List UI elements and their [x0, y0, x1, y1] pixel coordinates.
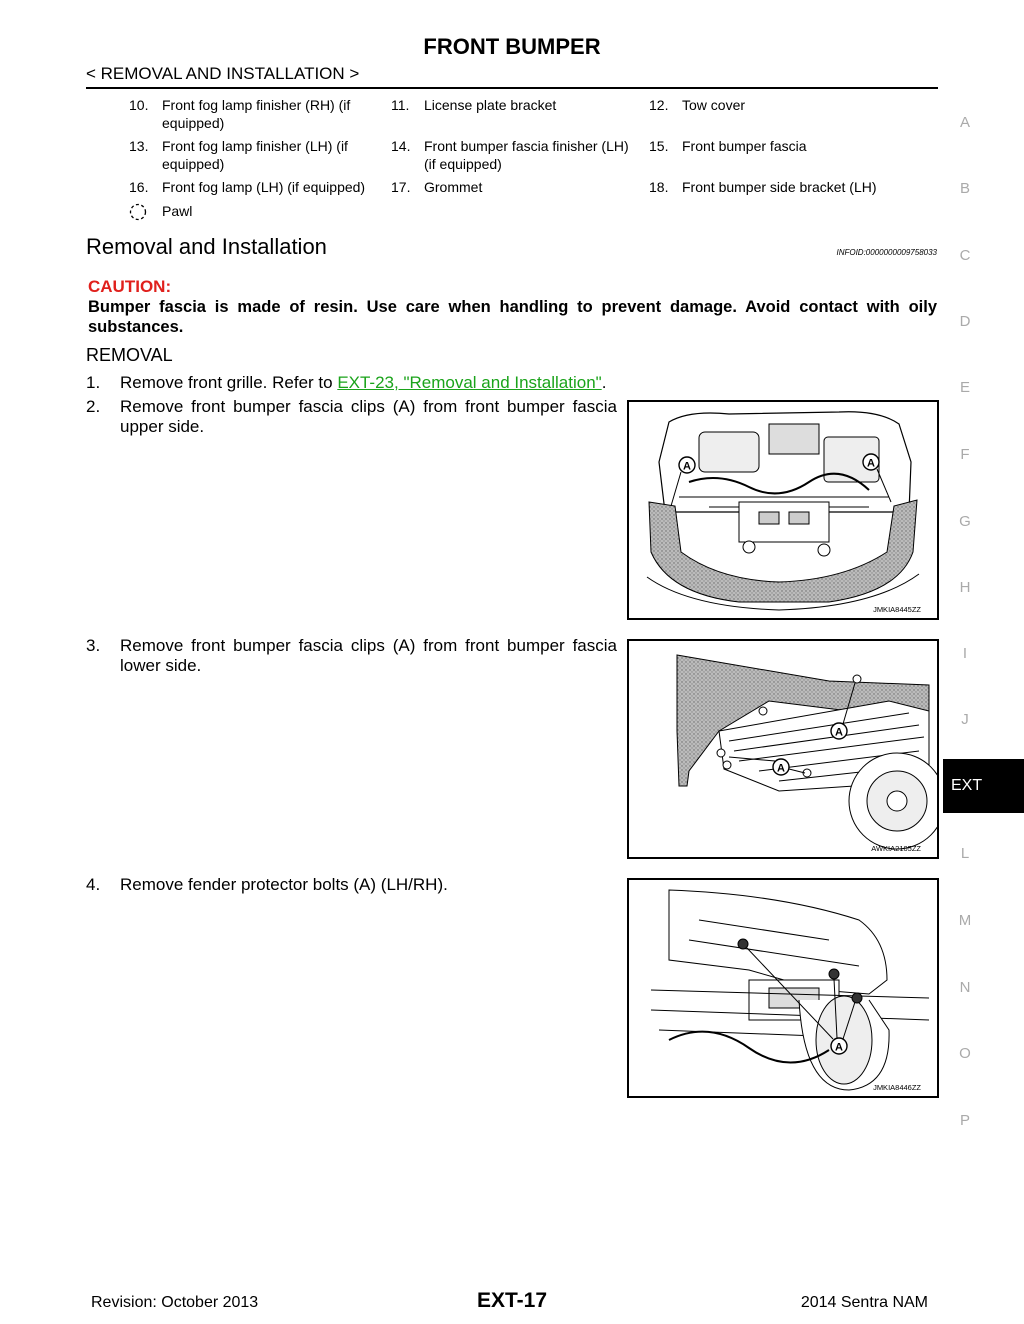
- side-index-active-label: EXT: [951, 777, 983, 794]
- legend-num: 10.: [129, 97, 149, 113]
- side-index-letter[interactable]: F: [960, 446, 970, 463]
- legend-text: Front bumper fascia finisher (LH) (if equipped): [424, 138, 629, 172]
- step-text: Remove fender protector bolts (A) (LH/RH).: [120, 875, 448, 894]
- page-title: FRONT BUMPER: [423, 34, 601, 59]
- figure-upper-clips: [627, 400, 939, 620]
- figure-drawing: [629, 641, 937, 857]
- pawl-dashed-circle-icon: [128, 202, 148, 222]
- legend-num: 16.: [129, 179, 149, 195]
- header-rule: [86, 87, 938, 89]
- step-text: Remove front bumper fascia clips (A) from front bumper fascia upper side.: [120, 397, 617, 436]
- footer-model: 2014 Sentra NAM: [800, 1294, 928, 1311]
- ext-23-link[interactable]: EXT-23, "Removal and Installation": [337, 373, 602, 392]
- side-index-letter[interactable]: P: [959, 1112, 970, 1129]
- legend-num: 18.: [649, 179, 669, 195]
- callout-label: A: [683, 460, 691, 473]
- side-index-letter[interactable]: C: [959, 247, 971, 264]
- legend-text: Front fog lamp finisher (LH) (if equipped): [162, 138, 348, 172]
- side-index-letter[interactable]: L: [960, 845, 970, 862]
- legend-num: 15.: [649, 138, 669, 154]
- legend-text: Front bumper side bracket (LH): [682, 179, 877, 195]
- legend-text: License plate bracket: [424, 97, 557, 113]
- figure-fender-bolts: [627, 878, 939, 1098]
- figure-code: JMKIA8445ZZ: [873, 605, 921, 614]
- footer-page-number: EXT-17: [476, 1289, 548, 1312]
- figure-drawing: [629, 880, 937, 1096]
- breadcrumb: < REMOVAL AND INSTALLATION >: [86, 64, 360, 83]
- step-number: 3.: [86, 636, 101, 655]
- callout-label: A: [835, 726, 843, 739]
- legend-text: Tow cover: [682, 97, 746, 113]
- legend-text: Pawl: [162, 203, 193, 219]
- figure-lower-clips: [627, 639, 939, 859]
- legend-text: Front fog lamp finisher (RH) (if equipped): [162, 97, 351, 131]
- step-number: 4.: [86, 875, 101, 894]
- side-index-letter[interactable]: B: [959, 180, 970, 197]
- legend-num: 14.: [391, 138, 411, 154]
- caution-text: Bumper fascia is made of resin. Use care when handling to prevent damage. Avoid contact with oily substances.: [88, 298, 937, 336]
- figure-code: AWKIA2105ZZ: [871, 844, 921, 853]
- side-index-letter[interactable]: J: [961, 711, 969, 728]
- info-id: INFOID:0000000009758033: [836, 248, 937, 257]
- side-index-active-ext[interactable]: [943, 759, 1024, 813]
- caution-label: CAUTION:: [88, 277, 172, 296]
- side-index-letter[interactable]: O: [959, 1045, 971, 1062]
- side-index-letter[interactable]: G: [959, 513, 971, 530]
- side-index-letter[interactable]: I: [962, 645, 968, 662]
- footer-revision: Revision: October 2013: [91, 1294, 259, 1311]
- figure-drawing: [629, 402, 937, 618]
- step-number: 1.: [86, 373, 101, 392]
- removal-heading: REMOVAL: [86, 345, 173, 365]
- side-index-letter[interactable]: E: [959, 379, 970, 396]
- callout-label: A: [835, 1041, 843, 1054]
- step-text: Remove front bumper fascia clips (A) from front bumper fascia lower side.: [120, 636, 617, 675]
- step-text-before: Remove front grille. Refer to: [120, 373, 338, 392]
- legend-num: 17.: [391, 179, 411, 195]
- side-index-letter[interactable]: H: [959, 579, 971, 596]
- side-index-letter[interactable]: M: [958, 912, 972, 929]
- callout-label: A: [867, 457, 875, 470]
- legend-text: Grommet: [424, 179, 483, 195]
- side-index-letter[interactable]: A: [959, 114, 970, 131]
- callout-label: A: [777, 762, 785, 775]
- legend-text: Front fog lamp (LH) (if equipped): [162, 179, 366, 195]
- legend-num: 12.: [649, 97, 669, 113]
- step-number: 2.: [86, 397, 101, 416]
- step-text: [120, 373, 640, 393]
- section-title: Removal and Installation: [86, 234, 327, 259]
- side-index-letter[interactable]: D: [959, 313, 971, 330]
- figure-code: JMKIA8446ZZ: [873, 1083, 921, 1092]
- legend-text: Front bumper fascia: [682, 138, 807, 154]
- legend-num: 11.: [391, 97, 410, 113]
- side-index-letter[interactable]: N: [959, 979, 971, 996]
- legend-num: 13.: [129, 138, 149, 154]
- step-text-after: .: [601, 373, 607, 392]
